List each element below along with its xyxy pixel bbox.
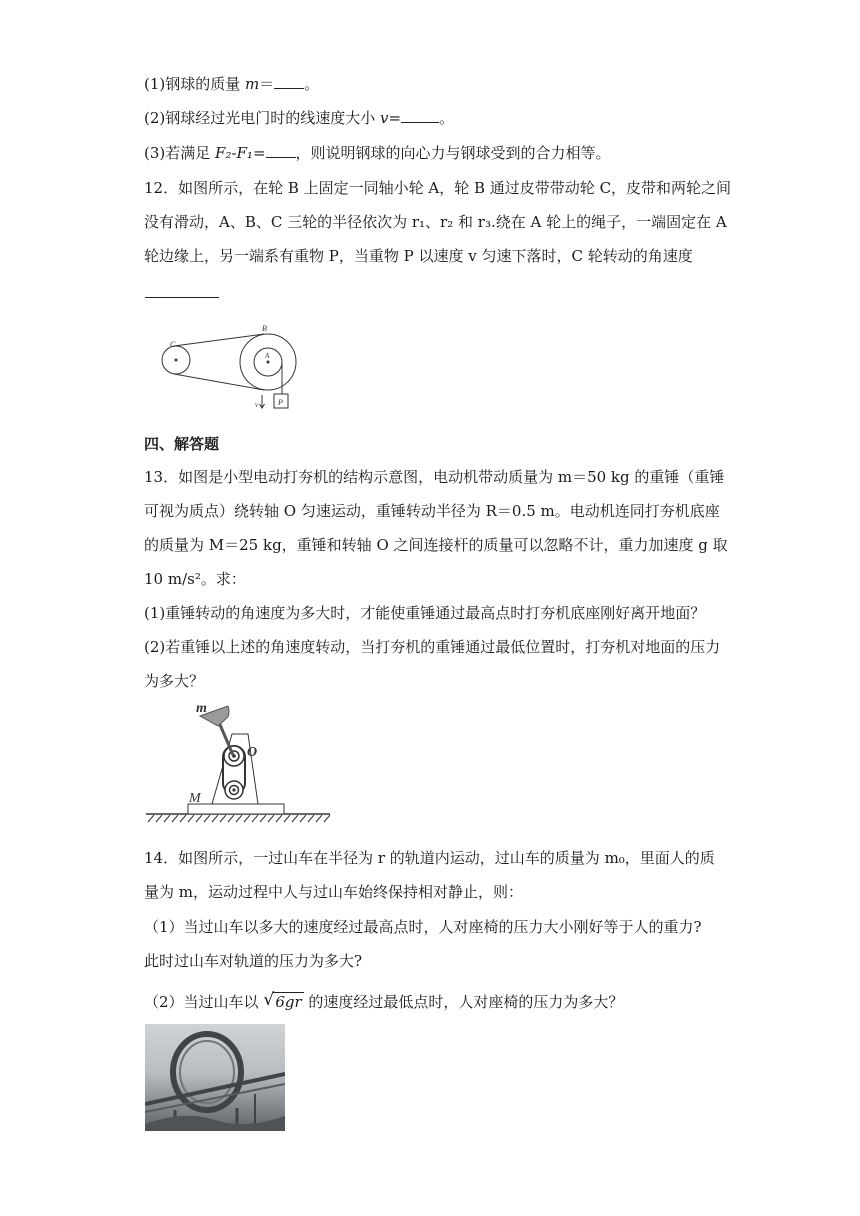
q11-part3-end: ，则说明钢球的向心力与钢球受到的合力相等。 <box>295 144 611 162</box>
q13-line: 可视为质点）绕转轴 O 匀速运动，重锤转动半径为 R＝0.5 m。电动机连同打夯机底座 <box>144 502 720 520</box>
q11-part2-var: v <box>380 109 389 127</box>
q14-line: 14．如图所示，一过山车在半径为 r 的轨道内运动，过山车的质量为 m₀，里面人的质 <box>144 849 715 867</box>
label-a: A <box>265 352 270 360</box>
label-v: v <box>255 401 259 409</box>
sqrt-radicand: 6gr <box>275 993 302 1011</box>
q11-part1 <box>144 74 319 94</box>
q14-sub1: 此时过山车对轨道的压力为多大? <box>144 952 363 970</box>
q13-line: 10 m/s²。求： <box>144 570 246 588</box>
ground-hatch <box>148 815 330 822</box>
q12-line: 没有滑动，A、B、C 三轮的半径依次为 r₁、r₂ 和 r₃.绕在 A 轮上的绳子，一端固定在 A <box>144 213 727 231</box>
q11-part1-end: 。 <box>304 75 320 93</box>
answer-blank[interactable] <box>266 143 296 158</box>
q14-sub2-post: 的速度经过最低点时，人对座椅的压力为多大？ <box>303 993 624 1011</box>
label-c: C <box>170 340 176 349</box>
section-title: 四、解答题 <box>144 435 220 453</box>
wheel-c-axle <box>175 359 178 362</box>
q13-line: 13．如图是小型电动打夯机的结构示意图，电动机带动质量为 m＝50 kg 的重锤（重锤 <box>144 468 725 486</box>
q14-sub1: （1）当过山车以多大的速度经过最高点时，人对座椅的压力大小刚好等于人的重力? <box>144 918 702 936</box>
q11-part3-text: (3)若满足 <box>144 144 216 162</box>
wheel-a-axle <box>267 361 270 364</box>
q11-part1-text: (1)钢球的质量 <box>144 75 246 93</box>
label-big-m: M <box>189 791 201 806</box>
q13-line: 的质量为 M＝25 kg，重锤和转轴 O 之间连接杆的质量可以忽略不计，重力加速度 g 取 <box>144 536 728 554</box>
sqrt-sign-icon: √ <box>263 990 275 1010</box>
q11-part2-end: 。 <box>439 109 455 127</box>
q14-sub2-pre: （2）当过山车以 <box>144 993 264 1011</box>
base-block <box>188 804 284 814</box>
roller-coaster-photo <box>145 1024 285 1131</box>
label-p: P <box>278 398 283 407</box>
q14-line: 量为 m，运动过程中人与过山车始终保持相对静止，则： <box>144 883 523 901</box>
answer-blank[interactable] <box>401 108 439 123</box>
q14-sub2 <box>144 992 623 1012</box>
answer-blank[interactable] <box>145 283 219 298</box>
q11-part2 <box>144 108 454 128</box>
q11-part3-expr: F₂-F₁= <box>215 144 266 162</box>
pulley-belt-figure <box>150 325 310 417</box>
belt-bottom <box>174 374 264 390</box>
label-m: m <box>196 701 207 716</box>
q13-sub2: 为多大？ <box>144 672 205 690</box>
label-b: B <box>262 325 267 333</box>
answer-blank[interactable] <box>274 74 304 89</box>
q12-line: 12．如图所示，在轮 B 上固定一同轴小轮 A，轮 B 通过皮带带动轮 C，皮带和两轮之间 <box>144 179 732 197</box>
label-o: O <box>247 745 258 760</box>
q11-part2-text: (2)钢球经过光电门时的线速度大小 <box>144 109 381 127</box>
q11-part2-eq: = <box>388 109 402 127</box>
rammer-figure <box>144 698 334 826</box>
q11-part1-eq: ＝ <box>259 75 275 93</box>
q11-part1-var: m <box>245 75 260 93</box>
q13-sub2: (2)若重锤以上述的角速度转动，当打夯机的重锤通过最低位置时，打夯机对地面的压力 <box>144 638 721 656</box>
q12-line: 轮边缘上，另一端系有重物 P，当重物 P 以速度 v 匀速下落时，C 轮转动的角速度 <box>144 247 693 265</box>
q13-sub1: (1)重锤转动的角速度为多大时，才能使重锤通过最高点时打夯机底座刚好离开地面？ <box>144 604 706 622</box>
q11-part3 <box>144 143 611 163</box>
sqrt-expression <box>263 992 303 1012</box>
